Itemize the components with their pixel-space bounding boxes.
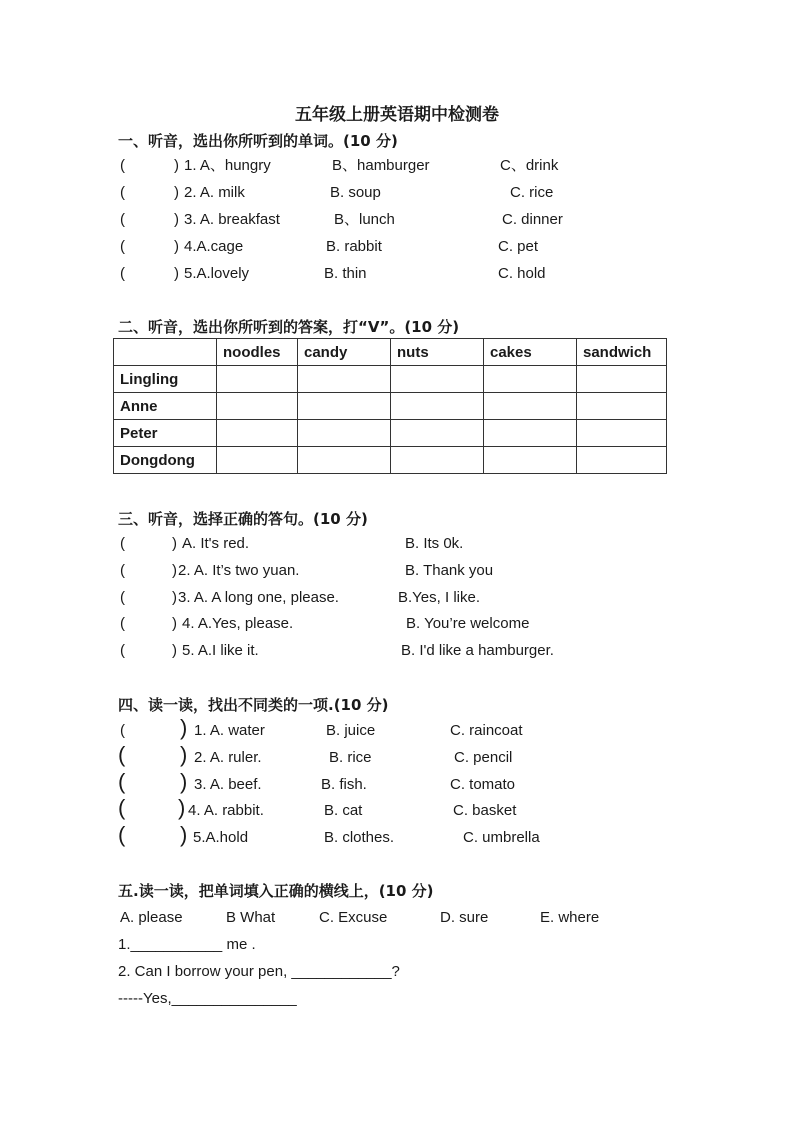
answer-cell[interactable] [217,366,298,393]
answer-paren-open: ( [120,562,125,579]
answer-paren-open: ( [120,722,125,739]
option-c: C. rice [510,184,554,201]
answer-paren-open: ( [118,769,126,794]
word-bank [118,906,738,930]
option-c: C. dinner [502,211,563,228]
section4-heading: 四、读一读，找出不同类的一项.(10 分) [118,696,389,714]
fill-in-line: -----Yes,_______________ [118,990,297,1007]
answer-paren-close: ) [174,184,179,201]
word-option: C. Excuse [319,909,388,926]
table-header-cell: candy [298,339,391,366]
table-row [114,420,667,447]
word-option: A. please [120,909,183,926]
option-c: C. raincoat [450,722,523,739]
option-a: 5.A.lovely [184,265,250,282]
section3-item [118,532,738,556]
answer-paren-close: ) [174,211,179,228]
option-b: B. soup [330,184,381,201]
answer-paren-close: ) [172,535,177,552]
answer-paren-close: ) [172,642,177,659]
answer-cell[interactable] [484,366,577,393]
section1-item [118,181,738,205]
answer-cell[interactable] [217,420,298,447]
answer-paren-open: ( [120,211,125,228]
option-c: C. hold [498,265,546,282]
answer-cell[interactable] [391,420,484,447]
row-label: Peter [114,420,217,447]
answer-paren-open: ( [120,265,125,282]
option-b: B. clothes. [324,829,395,846]
answer-paren-close: ) [174,238,179,255]
answer-cell[interactable] [298,447,391,474]
answer-paren-open: ( [118,742,126,767]
option-a: 1. A、hungry [184,157,271,174]
answer-paren-close: ) [180,769,188,794]
table-row [114,366,667,393]
answer-paren-open: ( [118,822,126,847]
option-c: C. pencil [454,749,513,766]
table-row [114,447,667,474]
answer-paren-close: ) [174,157,179,174]
answer-paren-close: ) [172,562,177,579]
answer-paren-open: ( [120,535,125,552]
section3-item [118,639,738,663]
answer-cell[interactable] [298,393,391,420]
section4-item [118,769,738,797]
option-b: B、hamburger [332,157,430,174]
answer-paren-open: ( [118,795,126,820]
answer-paren-close: ) [172,589,177,606]
option-c: C. tomato [450,776,516,793]
table-row [114,393,667,420]
answer-paren-close: ) [172,615,177,632]
answer-cell[interactable] [391,447,484,474]
answer-paren-close: ) [180,715,188,740]
section1-item [118,262,738,286]
option-c: C、drink [500,157,559,174]
option-b: B. I'd like a hamburger. [401,642,554,659]
answer-paren-open: ( [120,238,125,255]
table-header-cell: cakes [484,339,577,366]
answer-cell[interactable] [577,447,667,474]
section5-heading: 五.读一读，把单词填入正确的横线上，(10 分) [118,882,434,900]
row-label: Dongdong [114,447,217,474]
answer-cell[interactable] [217,447,298,474]
answer-cell[interactable] [484,420,577,447]
section2-heading: 二、听音，选出你所听到的答案，打“V”。(10 分) [118,318,460,336]
option-b: B. cat [324,802,363,819]
word-option: E. where [540,909,600,926]
table-header-cell [114,339,217,366]
answer-cell[interactable] [391,366,484,393]
option-b: B. Thank you [405,562,494,579]
section1-item [118,208,738,232]
section3-item [118,586,738,610]
answer-paren-open: ( [120,157,125,174]
option-a: 2. A. ruler. [194,749,262,766]
answer-cell[interactable] [391,393,484,420]
option-a: 4. A.Yes, please. [182,615,294,632]
answer-paren-open: ( [120,184,125,201]
answer-table [113,338,667,474]
option-b: B. juice [326,722,376,739]
section4-item [118,742,738,770]
answer-cell[interactable] [484,447,577,474]
fill-in-line: 2. Can I borrow your pen, ____________? [118,963,400,980]
section1-item [118,154,738,178]
section4-item [118,795,738,823]
word-option: D. sure [440,909,489,926]
answer-paren-close: ) [178,795,186,820]
option-b: B. rabbit [326,238,382,255]
option-c: C. basket [453,802,517,819]
option-c: C. pet [498,238,539,255]
answer-paren-open: ( [120,589,125,606]
option-a: 3. A. breakfast [184,211,280,228]
section4-item [118,715,738,743]
answer-cell[interactable] [298,366,391,393]
option-a: 3. A. A long one, please. [178,589,339,606]
answer-paren-close: ) [174,265,179,282]
table-header-cell: nuts [391,339,484,366]
option-c: C. umbrella [463,829,540,846]
fill-in-line: 1.___________ me . [118,936,256,953]
row-label: Lingling [114,366,217,393]
option-a: 4.A.cage [184,238,244,255]
option-a: 5. A.I like it. [182,642,259,659]
option-a: 2. A. It’s two yuan. [178,562,300,579]
option-a: 2. A. milk [184,184,245,201]
answer-cell[interactable] [577,393,667,420]
answer-paren-open: ( [120,642,125,659]
table-header-row [114,339,667,366]
option-a: 3. A. beef. [194,776,262,793]
option-b: B. You’re welcome [406,615,530,632]
table-header-cell: sandwich [577,339,667,366]
section4-item [118,822,738,850]
option-b: B.Yes, I like. [398,589,480,606]
row-label: Anne [114,393,217,420]
section1-heading: 一、听音，选出你所听到的单词。(10 分) [118,132,398,150]
answer-paren-close: ) [180,822,188,847]
option-b: B. fish. [321,776,367,793]
section3-item [118,559,738,583]
table-header-cell: noodles [217,339,298,366]
section3-heading: 三、听音，选择正确的答句。(10 分) [118,510,368,528]
section3-item [118,612,738,636]
answer-cell[interactable] [217,393,298,420]
answer-paren-open: ( [120,615,125,632]
answer-paren-close: ) [180,742,188,767]
page-title: 五年级上册英语期中检测卷 [295,105,499,125]
option-b: B、lunch [334,211,395,228]
option-b: B. Its 0k. [405,535,464,552]
answer-cell[interactable] [484,393,577,420]
option-b: B. rice [329,749,372,766]
answer-cell[interactable] [577,366,667,393]
word-option: B What [226,909,276,926]
option-a: 5.A.hold [193,829,249,846]
option-a: 1. A. water [194,722,265,739]
answer-cell[interactable] [577,420,667,447]
option-a: A. It's red. [182,535,250,552]
option-b: B. thin [324,265,367,282]
section1-item [118,235,738,259]
option-a: 4. A. rabbit. [188,802,264,819]
answer-cell[interactable] [298,420,391,447]
